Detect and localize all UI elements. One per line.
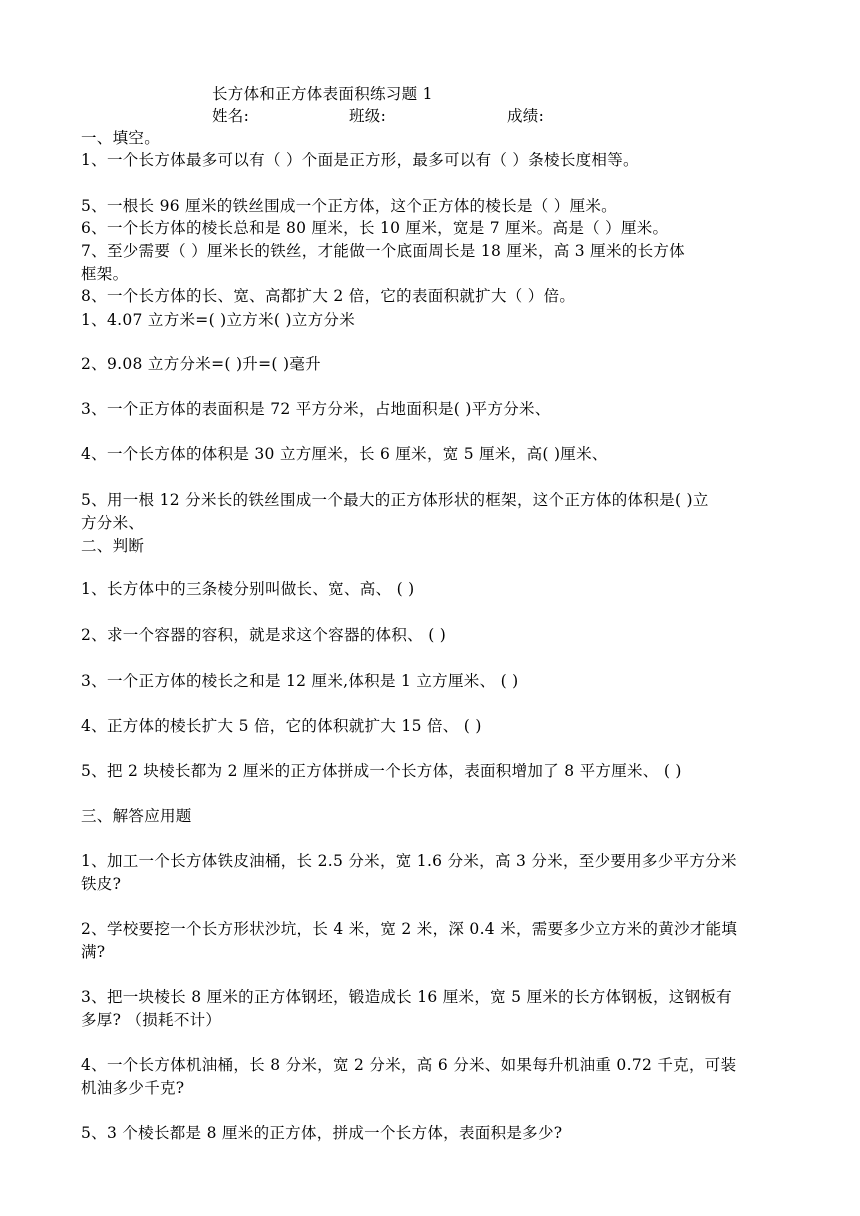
judgment-line: 4、正方体的棱长扩大 5 倍，它的体积就扩大 15 倍、 ( ) [81,717,482,735]
page-title: 长方体和正方体表面积练习题 1 [212,85,433,103]
problem-line: 3、把一块棱长 8 厘米的正方体钢坯，锻造成长 16 厘米，宽 5 厘米的长方体钢板，这钢板有 [81,988,732,1006]
judgment-line: 2、求一个容器的容积，就是求这个容器的体积、 ( ) [81,626,447,644]
question-line: 7、至少需要（ ）厘米长的铁丝，才能做一个底面周长是 18 厘米，高 3 厘米的长方体 [81,242,685,260]
question-line: 8、一个长方体的长、宽、高都扩大 2 倍，它的表面积就扩大（ ）倍。 [81,287,576,305]
question-line: 方分米、 [81,514,145,532]
problem-line: 5、3 个棱长都是 8 厘米的正方体，拼成一个长方体，表面积是多少? [81,1124,563,1142]
question-line: 5、一根长 96 厘米的铁丝围成一个正方体，这个正方体的棱长是（ ）厘米。 [81,197,617,215]
question-line: 1、4.07 立方米=( )立方米( )立方分米 [81,311,356,329]
problem-line: 多厚? （损耗不计） [81,1011,222,1029]
class-label: 班级: [349,107,387,125]
problem-line: 满? [81,943,106,961]
name-label: 姓名: [212,107,250,125]
problem-line: 1、加工一个长方体铁皮油桶，长 2.5 分米，宽 1.6 分米，高 3 分米，至少要用多少平方分米 [81,852,737,870]
judgment-line: 3、一个正方体的棱长之和是 12 厘米,体积是 1 立方厘米、 ( ) [81,672,519,690]
judgment-line: 1、长方体中的三条棱分别叫做长、宽、高、 ( ) [81,580,415,598]
score-label: 成绩: [507,107,545,125]
problem-line: 机油多少千克? [81,1079,185,1097]
section-heading-word-problems: 三、解答应用题 [81,807,192,825]
section-heading-fill-in: 一、填空。 [81,129,161,147]
question-line: 5、用一根 12 分米长的铁丝围成一个最大的正方体形状的框架，这个正方体的体积是( )立 [81,491,709,509]
question-line: 框架。 [81,265,129,283]
question-line: 4、一个长方体的体积是 30 立方厘米，长 6 厘米，宽 5 厘米，高( )厘米、 [81,445,608,463]
question-line: 3、一个正方体的表面积是 72 平方分米，占地面积是( )平方分米、 [81,400,551,418]
question-line: 2、9.08 立方分米=( )升=( )毫升 [81,355,321,373]
question-line: 1、一个长方体最多可以有（ ）个面是正方形，最多可以有（ ）条棱长度相等。 [81,151,639,169]
problem-line: 铁皮? [81,875,122,893]
problem-line: 4、一个长方体机油桶，长 8 分米，宽 2 分米，高 6 分米、如果每升机油重 0.72 千克，可装 [81,1056,737,1074]
section-heading-judgment: 二、判断 [81,537,145,555]
judgment-line: 5、把 2 块棱长都为 2 厘米的正方体拼成一个长方体，表面积增加了 8 平方厘米、 ( ) [81,762,682,780]
question-line: 6、一个长方体的棱长总和是 80 厘米，长 10 厘米，宽是 7 厘米。高是（ ）厘米。 [81,219,669,237]
problem-line: 2、学校要挖一个长方形状沙坑，长 4 米，宽 2 米，深 0.4 米，需要多少立方米的黄沙才能填 [81,920,738,938]
